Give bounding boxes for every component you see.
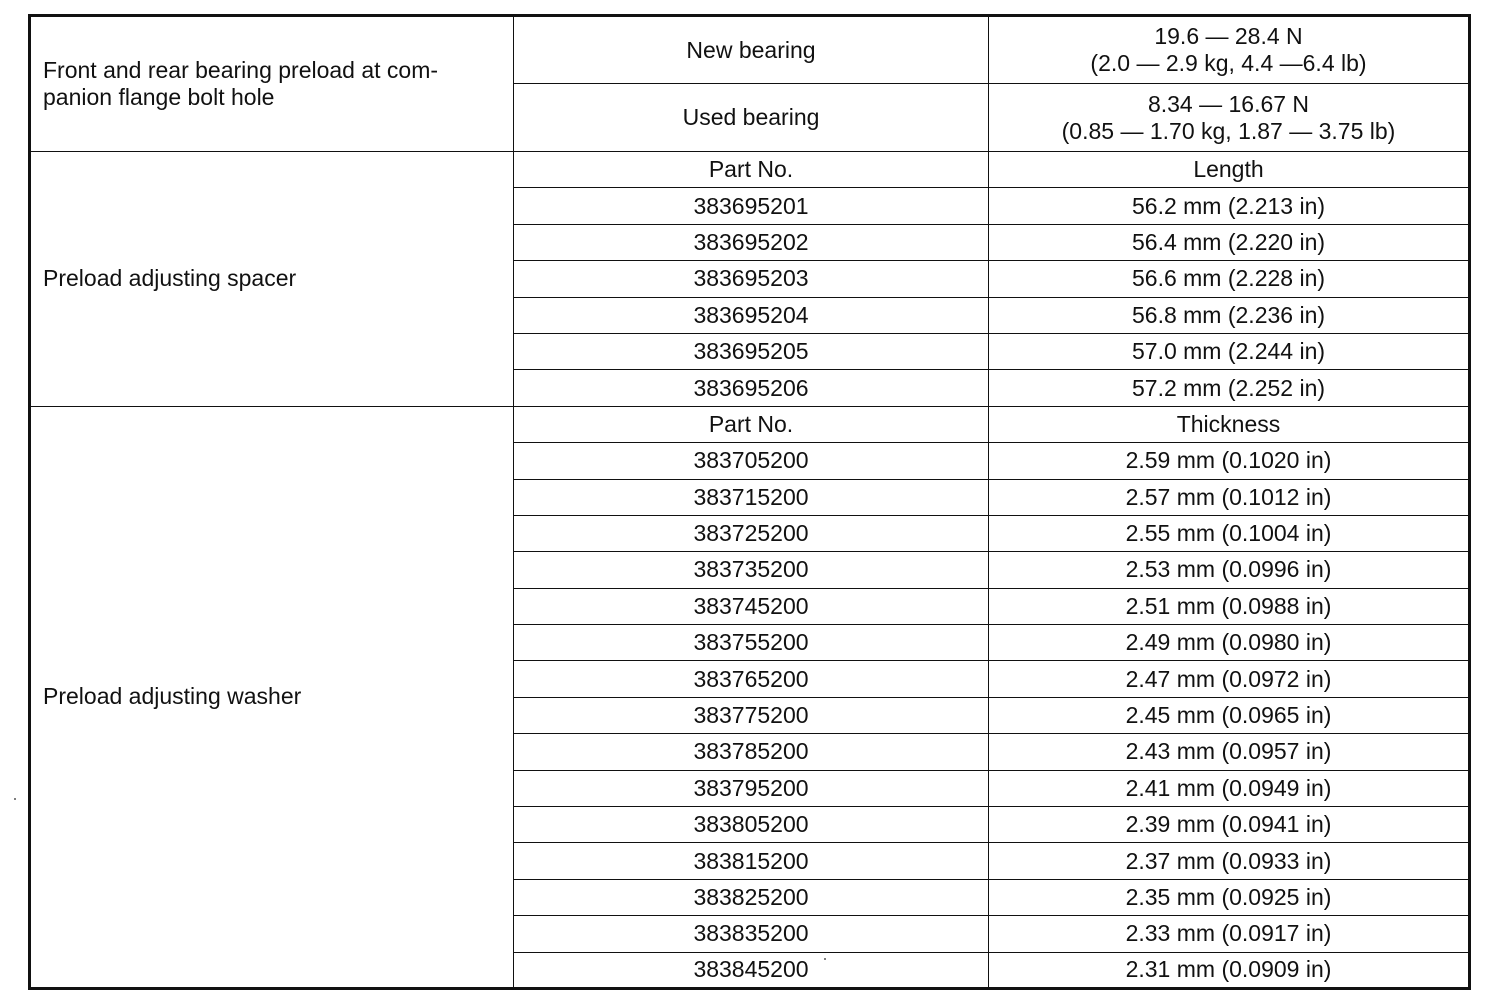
washer-part-no: 383735200	[514, 552, 989, 588]
washer-thickness: 2.35 mm (0.0925 in)	[989, 879, 1470, 915]
used-bearing-value-line1: 8.34 — 16.67 N	[1147, 90, 1310, 117]
washer-part-no: 383815200	[514, 843, 989, 879]
washer-thickness: 2.39 mm (0.0941 in)	[989, 807, 1470, 843]
washer-part-no: 383715200	[514, 479, 989, 515]
washer-part-no: 383835200	[514, 916, 989, 952]
washer-header-value: Thickness	[989, 406, 1470, 442]
spacer-length: 56.2 mm (2.213 in)	[989, 188, 1470, 224]
bearing-preload-label-line2: panion flange bolt hole	[43, 84, 275, 110]
new-bearing-cell: New bearing	[514, 16, 989, 84]
spacer-length: 57.0 mm (2.244 in)	[989, 333, 1470, 369]
spacer-header-row	[30, 152, 1470, 188]
spacer-part-no: 383695206	[514, 370, 989, 406]
spacer-label: Preload adjusting spacer	[30, 152, 514, 407]
washer-thickness: 2.45 mm (0.0965 in)	[989, 697, 1470, 733]
scan-speck	[14, 798, 16, 800]
washer-thickness: 2.41 mm (0.0949 in)	[989, 770, 1470, 806]
washer-part-no: 383725200	[514, 515, 989, 551]
spacer-part-no: 383695204	[514, 297, 989, 333]
spacer-length: 56.8 mm (2.236 in)	[989, 297, 1470, 333]
washer-part-no: 383765200	[514, 661, 989, 697]
spacer-part-no: 383695205	[514, 333, 989, 369]
bearing-preload-label-line1: Front and rear bearing preload at com-	[43, 57, 439, 83]
washer-part-no: 383805200	[514, 807, 989, 843]
spacer-length: 57.2 mm (2.252 in)	[989, 370, 1470, 406]
bearing-preload-row-new	[30, 16, 1470, 84]
spacer-part-no: 383695203	[514, 261, 989, 297]
washer-part-no: 383755200	[514, 625, 989, 661]
washer-part-no: 383745200	[514, 588, 989, 624]
washer-thickness: 2.51 mm (0.0988 in)	[989, 588, 1470, 624]
spacer-header-value: Length	[989, 152, 1470, 188]
washer-thickness: 2.43 mm (0.0957 in)	[989, 734, 1470, 770]
spec-table-body	[30, 16, 1470, 989]
spacer-part-no: 383695202	[514, 224, 989, 260]
new-bearing-value-line2: (2.0 — 2.9 kg, 4.4 —6.4 lb)	[1090, 50, 1367, 76]
washer-header-row	[30, 406, 1470, 442]
washer-label: Preload adjusting washer	[30, 406, 514, 988]
washer-thickness: 2.37 mm (0.0933 in)	[989, 843, 1470, 879]
scan-speck	[824, 958, 826, 960]
washer-thickness: 2.57 mm (0.1012 in)	[989, 479, 1470, 515]
washer-part-no: 383795200	[514, 770, 989, 806]
washer-thickness: 2.49 mm (0.0980 in)	[989, 625, 1470, 661]
washer-thickness: 2.33 mm (0.0917 in)	[989, 916, 1470, 952]
washer-thickness: 2.53 mm (0.0996 in)	[989, 552, 1470, 588]
spacer-part-no: 383695201	[514, 188, 989, 224]
washer-thickness: 2.47 mm (0.0972 in)	[989, 661, 1470, 697]
new-bearing-value	[989, 16, 1470, 84]
washer-thickness: 2.55 mm (0.1004 in)	[989, 515, 1470, 551]
used-bearing-value	[989, 84, 1470, 152]
washer-part-no: 383705200	[514, 443, 989, 479]
washer-part-no: 383785200	[514, 734, 989, 770]
washer-header-part: Part No.	[514, 406, 989, 442]
used-bearing-cell: Used bearing	[514, 84, 989, 152]
washer-thickness: 2.31 mm (0.0909 in)	[989, 952, 1470, 988]
washer-part-no: 383775200	[514, 697, 989, 733]
bearing-preload-label	[30, 16, 514, 152]
washer-part-no: 383845200	[514, 952, 989, 988]
spacer-length: 56.6 mm (2.228 in)	[989, 261, 1470, 297]
used-bearing-value-line2: (0.85 — 1.70 kg, 1.87 — 3.75 lb)	[1061, 117, 1396, 144]
preload-spec-table	[28, 14, 1471, 990]
new-bearing-value-line1: 19.6 — 28.4 N	[1154, 23, 1303, 49]
washer-thickness: 2.59 mm (0.1020 in)	[989, 443, 1470, 479]
spacer-header-part: Part No.	[514, 152, 989, 188]
spacer-length: 56.4 mm (2.220 in)	[989, 224, 1470, 260]
washer-part-no: 383825200	[514, 879, 989, 915]
